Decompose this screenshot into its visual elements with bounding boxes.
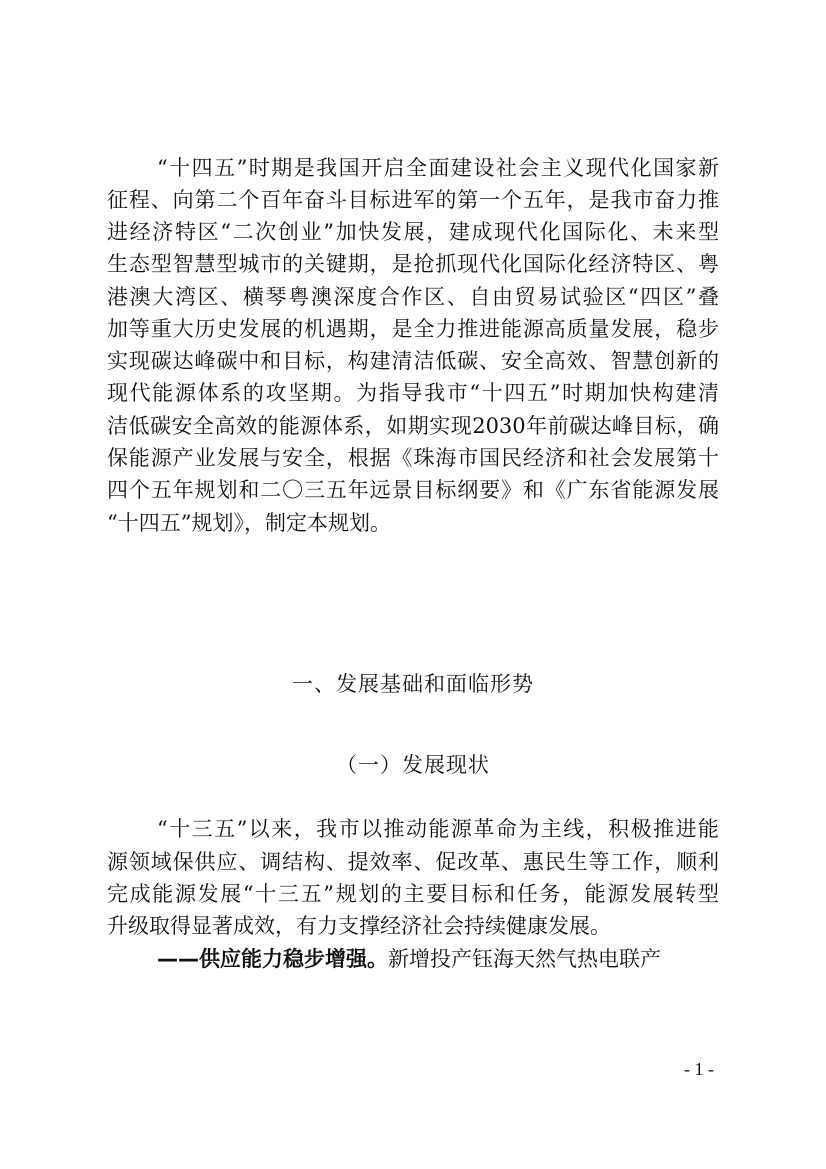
supply-paragraph-line <box>157 943 719 975</box>
intro-line-12: “十四五”规划》，制定本规划。 <box>107 511 391 535</box>
status-line-3: 完成能源发展“十三五”规划的主要目标和任务，能源发展转型 <box>107 882 719 906</box>
intro-line-5: 港澳大湾区、横琴粤澳深度合作区、自由贸易试验区“四区”叠 <box>107 285 719 309</box>
intro-line-7: 实现碳达峰碳中和目标，构建清洁低碳、安全高效、智慧创新的 <box>107 349 719 373</box>
supply-bold-lead: ——供应能力稳步增强。 <box>157 947 388 971</box>
status-line-2: 源领域保供应、调结构、提效率、促改革、惠民生等工作，顺利 <box>107 850 719 874</box>
supply-rest-text: 新增投产钰海天然气热电联产 <box>388 947 661 971</box>
page-number: - 1 - <box>684 1059 714 1079</box>
subsection-heading: （一）发展现状 <box>336 753 490 777</box>
status-line-4: 升级取得显著成效，有力支撑经济社会持续健康发展。 <box>107 914 611 938</box>
section-heading: 一、发展基础和面临形势 <box>292 672 534 696</box>
intro-line-4: 生态型智慧型城市的关键期，是抢抓现代化国际化经济特区、粤 <box>107 252 719 276</box>
intro-line-1: “十四五”时期是我国开启全面建设社会主义现代化国家新 <box>157 156 719 180</box>
intro-line-9: 洁低碳安全高效的能源体系，如期实现2030年前碳达峰目标，确 <box>107 414 719 438</box>
intro-line-11: 四个五年规划和二〇三五年远景目标纲要》和《广东省能源发展 <box>107 478 719 502</box>
status-line-1: “十三五”以来，我市以推动能源革命为主线，积极推进能 <box>157 817 719 841</box>
intro-line-10: 保能源产业发展与安全，根据《珠海市国民经济和社会发展第十 <box>107 446 719 470</box>
intro-line-6: 加等重大历史发展的机遇期，是全力推进能源高质量发展，稳步 <box>107 317 719 341</box>
intro-line-2: 征程、向第二个百年奋斗目标进军的第一个五年，是我市奋力推 <box>107 188 719 212</box>
intro-line-3: 进经济特区“二次创业”加快发展，建成现代化国际化、未来型 <box>107 220 719 244</box>
intro-line-8: 现代能源体系的攻坚期。为指导我市“十四五”时期加快构建清 <box>107 381 719 405</box>
